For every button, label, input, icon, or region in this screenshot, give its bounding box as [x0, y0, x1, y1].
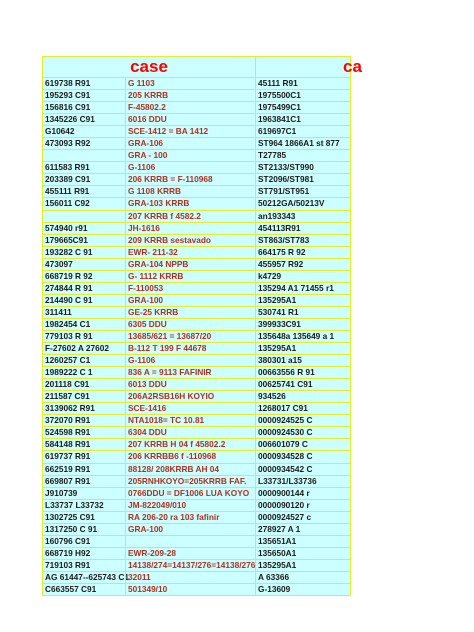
table-cell[interactable]: 00625741 C91: [255, 379, 351, 391]
table-cell[interactable]: 135650A1: [255, 548, 351, 560]
table-cell[interactable]: 211587 C91: [42, 391, 125, 403]
table-cell[interactable]: GRA-104 NPPB: [125, 259, 255, 271]
table-cell[interactable]: 6304 DDU: [125, 427, 255, 439]
table-row: [42, 584, 351, 596]
table-cell[interactable]: 0000924530 C: [255, 427, 351, 439]
table-cell[interactable]: 473097: [42, 259, 125, 271]
table-row: [42, 464, 351, 476]
table-cell[interactable]: 3139062 R91: [42, 403, 125, 415]
table-row: [42, 138, 351, 150]
table-row: [42, 295, 351, 307]
table-cell[interactable]: 524598 R91: [42, 427, 125, 439]
table-cell[interactable]: 501349/10: [125, 584, 255, 596]
table-cell[interactable]: C663557 C91: [42, 584, 125, 596]
table-row: [42, 560, 351, 572]
table-cell[interactable]: 201118 C91: [42, 379, 125, 391]
table-cell[interactable]: 214490 C 91: [42, 295, 125, 307]
table-cell[interactable]: 88128/ 208KRRB AH 04: [125, 464, 255, 476]
table-cell[interactable]: 00663556 R 91: [255, 367, 351, 379]
table-row: [42, 247, 351, 259]
data-grid: [42, 78, 351, 596]
table-cell[interactable]: G-1106: [125, 162, 255, 174]
table-cell[interactable]: 611583 R91: [42, 162, 125, 174]
table-cell[interactable]: AG 61447--625743 C1: [42, 572, 125, 584]
table-cell[interactable]: 203389 C91: [42, 174, 125, 186]
table-cell[interactable]: A 63366: [255, 572, 351, 584]
header-row: [42, 56, 362, 78]
table-row: [42, 439, 351, 451]
table-row: [42, 102, 351, 114]
table-cell[interactable]: 836 A = 9113 FAFINIR: [125, 367, 255, 379]
table-row: [42, 488, 351, 500]
table-cell[interactable]: 1302725 C91: [42, 512, 125, 524]
table-row: [42, 548, 351, 560]
table-row: [42, 367, 351, 379]
table-cell[interactable]: J910739: [42, 488, 125, 500]
table-cell[interactable]: 160796 C91: [42, 536, 125, 548]
table-cell[interactable]: GRA-100: [125, 295, 255, 307]
table-row: [42, 211, 351, 223]
table-cell[interactable]: 584148 R91: [42, 439, 125, 451]
table-cell[interactable]: G-1106: [125, 355, 255, 367]
table-cell[interactable]: [125, 536, 255, 548]
table-cell[interactable]: k4729: [255, 271, 351, 283]
table-row: [42, 524, 351, 536]
table-cell[interactable]: 0000924525 C: [255, 415, 351, 427]
table-row: [42, 126, 351, 138]
table-cell[interactable]: 1975499C1: [255, 102, 351, 114]
table-row: [42, 451, 351, 463]
table-row: [42, 427, 351, 439]
table-cell[interactable]: 311411: [42, 307, 125, 319]
table-row: [42, 283, 351, 295]
table-cell[interactable]: 380301 a15: [255, 355, 351, 367]
table-cell[interactable]: 205RNHKOYO=205KRRB FAF.: [125, 476, 255, 488]
table-cell[interactable]: 32011: [125, 572, 255, 584]
table-cell[interactable]: 135294 A1 71455 r1: [255, 283, 351, 295]
table-row: [42, 271, 351, 283]
table-cell[interactable]: B-112 T 199 F 44678: [125, 343, 255, 355]
table-row: [42, 223, 351, 235]
table-cell[interactable]: 156011 C92: [42, 198, 125, 210]
table-cell[interactable]: 668719 R 92: [42, 271, 125, 283]
table-cell[interactable]: 135295A1: [255, 560, 351, 572]
table-cell[interactable]: an193343: [255, 211, 351, 223]
table-cell[interactable]: 6013 DDU: [125, 379, 255, 391]
table-cell[interactable]: 195293 C91: [42, 90, 125, 102]
table-row: [42, 114, 351, 126]
table-row: [42, 403, 351, 415]
table-cell[interactable]: GE-25 KRRB: [125, 307, 255, 319]
table-cell[interactable]: 6016 DDU: [125, 114, 255, 126]
table-cell[interactable]: 0000924527 c: [255, 512, 351, 524]
table-cell[interactable]: 455957 R92: [255, 259, 351, 271]
table-row: [42, 186, 351, 198]
table-row: [42, 259, 351, 271]
table-row: [42, 391, 351, 403]
table-cell[interactable]: 207 KRRB f 4582.2: [125, 211, 255, 223]
table-row: [42, 512, 351, 524]
table-row: [42, 150, 351, 162]
table-cell[interactable]: F-45802.2: [125, 102, 255, 114]
table-cell[interactable]: 135648a 135649 a 1: [255, 331, 351, 343]
table-row: [42, 90, 351, 102]
table-cell[interactable]: SCE-1412 = BA 1412: [125, 126, 255, 138]
table-cell[interactable]: 006601079 C: [255, 439, 351, 451]
table-cell[interactable]: 669807 R91: [42, 476, 125, 488]
header-case[interactable]: case: [42, 56, 255, 78]
table-row: [42, 355, 351, 367]
table-cell[interactable]: 1989222 C 1: [42, 367, 125, 379]
table-cell[interactable]: 6305 DDU: [125, 319, 255, 331]
table-row: [42, 536, 351, 548]
table-cell[interactable]: 205 KRRB: [125, 90, 255, 102]
table-cell[interactable]: 135295A1: [255, 343, 351, 355]
table-cell[interactable]: L33731/L33736: [255, 476, 351, 488]
table-cell[interactable]: 156816 C91: [42, 102, 125, 114]
table-cell[interactable]: 530741 R1: [255, 307, 351, 319]
table-cell[interactable]: 13685/621 = 13687/20: [125, 331, 255, 343]
table-cell[interactable]: EWR- 211-32: [125, 247, 255, 259]
table-cell[interactable]: GRA-106: [125, 138, 255, 150]
table-row: [42, 379, 351, 391]
table-cell[interactable]: 0000934542 C: [255, 464, 351, 476]
table-cell[interactable]: ST863/ST783: [255, 235, 351, 247]
table-cell[interactable]: 209 KRRB sestavado: [125, 235, 255, 247]
table-cell[interactable]: 1982454 C1: [42, 319, 125, 331]
table-cell[interactable]: 45111 R91: [255, 78, 351, 90]
table-cell[interactable]: 0000934528 C: [255, 451, 351, 463]
table-cell[interactable]: 206 KRRBB6 f -110968: [125, 451, 255, 463]
spreadsheet: [42, 56, 362, 596]
header-case-2[interactable]: ca: [255, 56, 351, 78]
table-cell[interactable]: 455111 R91: [42, 186, 125, 198]
table-cell[interactable]: 1260257 C1: [42, 355, 125, 367]
table-cell[interactable]: 619738 R91: [42, 78, 125, 90]
table-cell[interactable]: 1317250 C 91: [42, 524, 125, 536]
table-cell[interactable]: G- 1112 KRRB: [125, 271, 255, 283]
table-row: [42, 331, 351, 343]
table-cell[interactable]: JM-822049/010: [125, 500, 255, 512]
table-cell[interactable]: G 1108 KRRB: [125, 186, 255, 198]
table-cell[interactable]: 0000090120 r: [255, 500, 351, 512]
table-cell[interactable]: 1963841C1: [255, 114, 351, 126]
table-cell[interactable]: 278927 A 1: [255, 524, 351, 536]
table-cell[interactable]: GRA-103 KRRB: [125, 198, 255, 210]
table-cell[interactable]: 719103 R91: [42, 560, 125, 572]
table-row: [42, 198, 351, 210]
table-cell[interactable]: 0766DDU = DF1006 LUA KOYO: [125, 488, 255, 500]
table-row: [42, 162, 351, 174]
table-cell[interactable]: 1345226 C91: [42, 114, 125, 126]
table-cell[interactable]: 274844 R 91: [42, 283, 125, 295]
table-cell[interactable]: 206A2RSB16H KOYIO: [125, 391, 255, 403]
table-cell[interactable]: G-13609: [255, 584, 351, 596]
table-cell[interactable]: ST964 1866A1 st 877: [255, 138, 351, 150]
table-cell[interactable]: ST2133/ST990: [255, 162, 351, 174]
table-cell[interactable]: GRA - 100: [125, 150, 255, 162]
table-cell[interactable]: 0000900144 r: [255, 488, 351, 500]
table-cell[interactable]: 619737 R91: [42, 451, 125, 463]
table-row: [42, 78, 351, 90]
table-cell[interactable]: 779103 R 91: [42, 331, 125, 343]
table-row: [42, 307, 351, 319]
table-cell[interactable]: G 1103: [125, 78, 255, 90]
table-row: [42, 319, 351, 331]
table-cell[interactable]: NTA1018= TC 10.81: [125, 415, 255, 427]
table-cell[interactable]: 662519 R91: [42, 464, 125, 476]
table-row: [42, 235, 351, 247]
table-cell[interactable]: 207 KRRB H 04 f 45802.2: [125, 439, 255, 451]
table-cell[interactable]: 1268017 C91: [255, 403, 351, 415]
table-row: [42, 500, 351, 512]
table-cell[interactable]: EWR-209-28: [125, 548, 255, 560]
table-cell[interactable]: 193282 C 91: [42, 247, 125, 259]
table-row: [42, 572, 351, 584]
table-row: [42, 415, 351, 427]
table-cell[interactable]: 1975500C1: [255, 90, 351, 102]
table-cell[interactable]: 399933C91: [255, 319, 351, 331]
table-cell[interactable]: 50212GA/50213V: [255, 198, 351, 210]
table-row: [42, 343, 351, 355]
table-cell[interactable]: 135295A1: [255, 295, 351, 307]
table-row: [42, 476, 351, 488]
table-cell[interactable]: [42, 150, 125, 162]
table-cell[interactable]: SCE-1416: [125, 403, 255, 415]
table-cell[interactable]: F-110053: [125, 283, 255, 295]
table-cell[interactable]: RA 206-20 ra 103 fafinir: [125, 512, 255, 524]
table-cell[interactable]: ST791/ST951: [255, 186, 351, 198]
table-cell[interactable]: 574940 r91: [42, 223, 125, 235]
table-cell[interactable]: 664175 R 92: [255, 247, 351, 259]
table-cell[interactable]: JH-1616: [125, 223, 255, 235]
table-cell[interactable]: 372070 R91: [42, 415, 125, 427]
table-cell[interactable]: 619697C1: [255, 126, 351, 138]
table-cell[interactable]: GRA-100: [125, 524, 255, 536]
table-cell[interactable]: 668719 H92: [42, 548, 125, 560]
table-cell[interactable]: 179665C91: [42, 235, 125, 247]
table-cell[interactable]: 454113R91: [255, 223, 351, 235]
table-row: [42, 174, 351, 186]
table-cell[interactable]: 135651A1: [255, 536, 351, 548]
table-cell[interactable]: T27785: [255, 150, 351, 162]
table-cell[interactable]: ST2096/ST981: [255, 174, 351, 186]
table-cell[interactable]: G10642: [42, 126, 125, 138]
table-cell[interactable]: 473093 R92: [42, 138, 125, 150]
table-cell[interactable]: 14138/274=14137/276=14138/276: [125, 560, 255, 572]
table-cell[interactable]: F-27602 A 27602: [42, 343, 125, 355]
table-cell[interactable]: 934526: [255, 391, 351, 403]
table-cell[interactable]: 206 KRRB = F-110968: [125, 174, 255, 186]
table-cell[interactable]: L33737 L33732: [42, 500, 125, 512]
table-cell[interactable]: [42, 211, 125, 223]
